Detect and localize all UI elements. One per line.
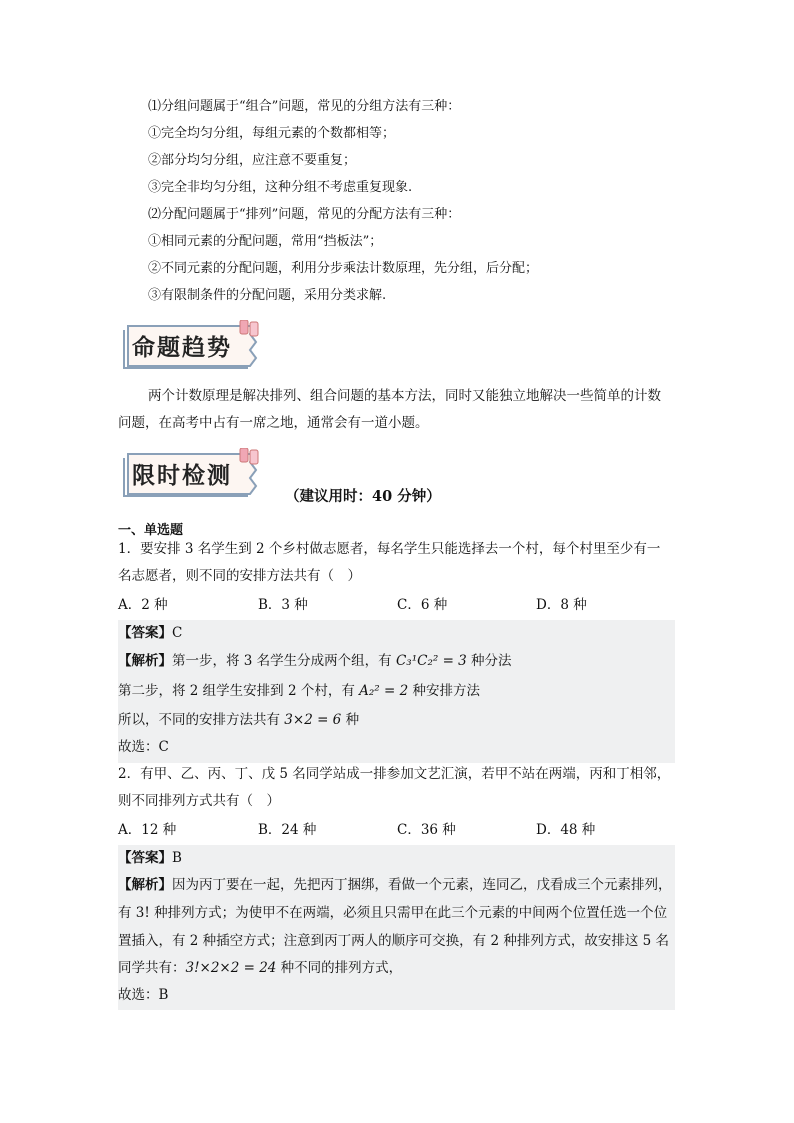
banner-title: 命题趋势 — [132, 335, 232, 361]
q1-conclusion: 故选：C — [118, 739, 169, 755]
q2-conclusion: 故选：B — [118, 987, 169, 1003]
text: 所以，不同的安排方法共有 — [118, 712, 285, 728]
text: 因为丙丁要在一起，先把丙丁捆绑，看做一个元素，连同乙，戊看成三个元素排列， — [172, 877, 672, 893]
q2-option-c: C．36 种 — [397, 822, 456, 838]
section-heading: 一、单选题 — [118, 523, 184, 538]
q1-analysis-line-3 — [118, 711, 359, 729]
intro-line-6: ①相同元素的分配问题，常用“挡板法”； — [148, 234, 383, 249]
answer-label: 【答案】 — [118, 625, 172, 641]
q2-option-d: D．48 种 — [536, 822, 596, 838]
intro-line-5: ⑵分配问题属于“排列”问题，常见的分配方法有三种： — [148, 207, 461, 222]
q2-answer — [118, 849, 182, 867]
trend-line-1: 两个计数原理是解决排列、组合问题的基本方法，同时又能独立地解决一些简单的计数 — [148, 388, 661, 404]
trend-line-2: 问题，在高考中占有一席之地，通常会有一道小题。 — [118, 415, 429, 431]
q2-analysis-line-3: 置插入，有 2 种插空方式；注意到丙丁两人的顺序可交换，有 2 种排列方式，故安排这 5 名 — [118, 933, 670, 949]
q1-analysis-line-1 — [118, 652, 512, 670]
intro-line-4: ③完全非均匀分组，这种分组不考虑重复现象. — [148, 180, 413, 195]
intro-line-2: ①完全均匀分组，每组元素的个数都相等； — [148, 126, 396, 141]
q2-answer-panel — [118, 845, 675, 1010]
q2-stem-line-1: 2．有甲、乙、丙、丁、戊 5 名同学站成一排参加文艺汇演，若甲不站在两端，丙和丁相邻， — [118, 766, 671, 782]
text: 种安排方法 — [408, 683, 480, 699]
section-banner-timed-test — [118, 448, 268, 498]
intro-line-8: ③有限制条件的分配问题，采用分类求解. — [148, 288, 387, 303]
answer-label: 【答案】 — [118, 850, 172, 866]
text: 种 — [341, 712, 360, 728]
analysis-label: 【解析】 — [118, 653, 172, 669]
formula: A₂² = 2 — [359, 683, 409, 699]
formula: C₃¹C₂² = 3 — [395, 653, 467, 669]
q1-option-b: B．3 种 — [258, 597, 308, 613]
time-hint: （建议用时：40 分钟） — [285, 488, 441, 505]
q2-stem-line-2: 则不同排列方式共有（ ） — [118, 793, 280, 809]
q2-option-a: A．12 种 — [118, 822, 177, 838]
text: 第一步，将 3 名学生分成两个组，有 — [172, 653, 396, 669]
q2-option-b: B．24 种 — [258, 822, 317, 838]
q2-analysis-line-1 — [118, 876, 672, 894]
answer-value: C — [172, 625, 183, 641]
q1-stem-line-2: 名志愿者，则不同的安排方法共有（ ） — [118, 568, 361, 584]
banner-title: 限时检测 — [132, 463, 232, 489]
formula: 3×2 = 6 — [284, 712, 342, 728]
q1-option-a: A．2 种 — [118, 597, 168, 613]
answer-value: B — [172, 850, 182, 866]
q2-analysis-line-2: 有 3! 种排列方式；为使甲不在两端，必须且只需甲在此三个元素的中间两个位置任选一个位 — [118, 905, 668, 921]
q2-analysis-line-4 — [118, 959, 402, 977]
section-banner-trend — [118, 320, 268, 370]
q1-option-d: D．8 种 — [536, 597, 587, 613]
analysis-label: 【解析】 — [118, 877, 172, 893]
text: 同学共有： — [118, 960, 186, 976]
q1-option-c: C．6 种 — [397, 597, 448, 613]
text: 种分法 — [466, 653, 512, 669]
text: 种不同的排列方式， — [276, 960, 403, 976]
intro-line-1: ⑴分组问题属于“组合”问题，常见的分组方法有三种： — [148, 99, 461, 114]
intro-line-3: ②部分均匀分组，应注意不要重复； — [148, 153, 357, 168]
q1-stem-line-1: 1．要安排 3 名学生到 2 个乡村做志愿者，每名学生只能选择去一个村，每个村里至少有一 — [118, 541, 661, 557]
intro-line-7: ②不同元素的分配问题，利用分步乘法计数原理，先分组，后分配； — [148, 261, 539, 276]
text: 第二步，将 2 组学生安排到 2 个村，有 — [118, 683, 360, 699]
formula: 3!×2×2 = 24 — [185, 960, 277, 976]
q1-analysis-line-2 — [118, 682, 480, 700]
q1-answer — [118, 624, 182, 642]
